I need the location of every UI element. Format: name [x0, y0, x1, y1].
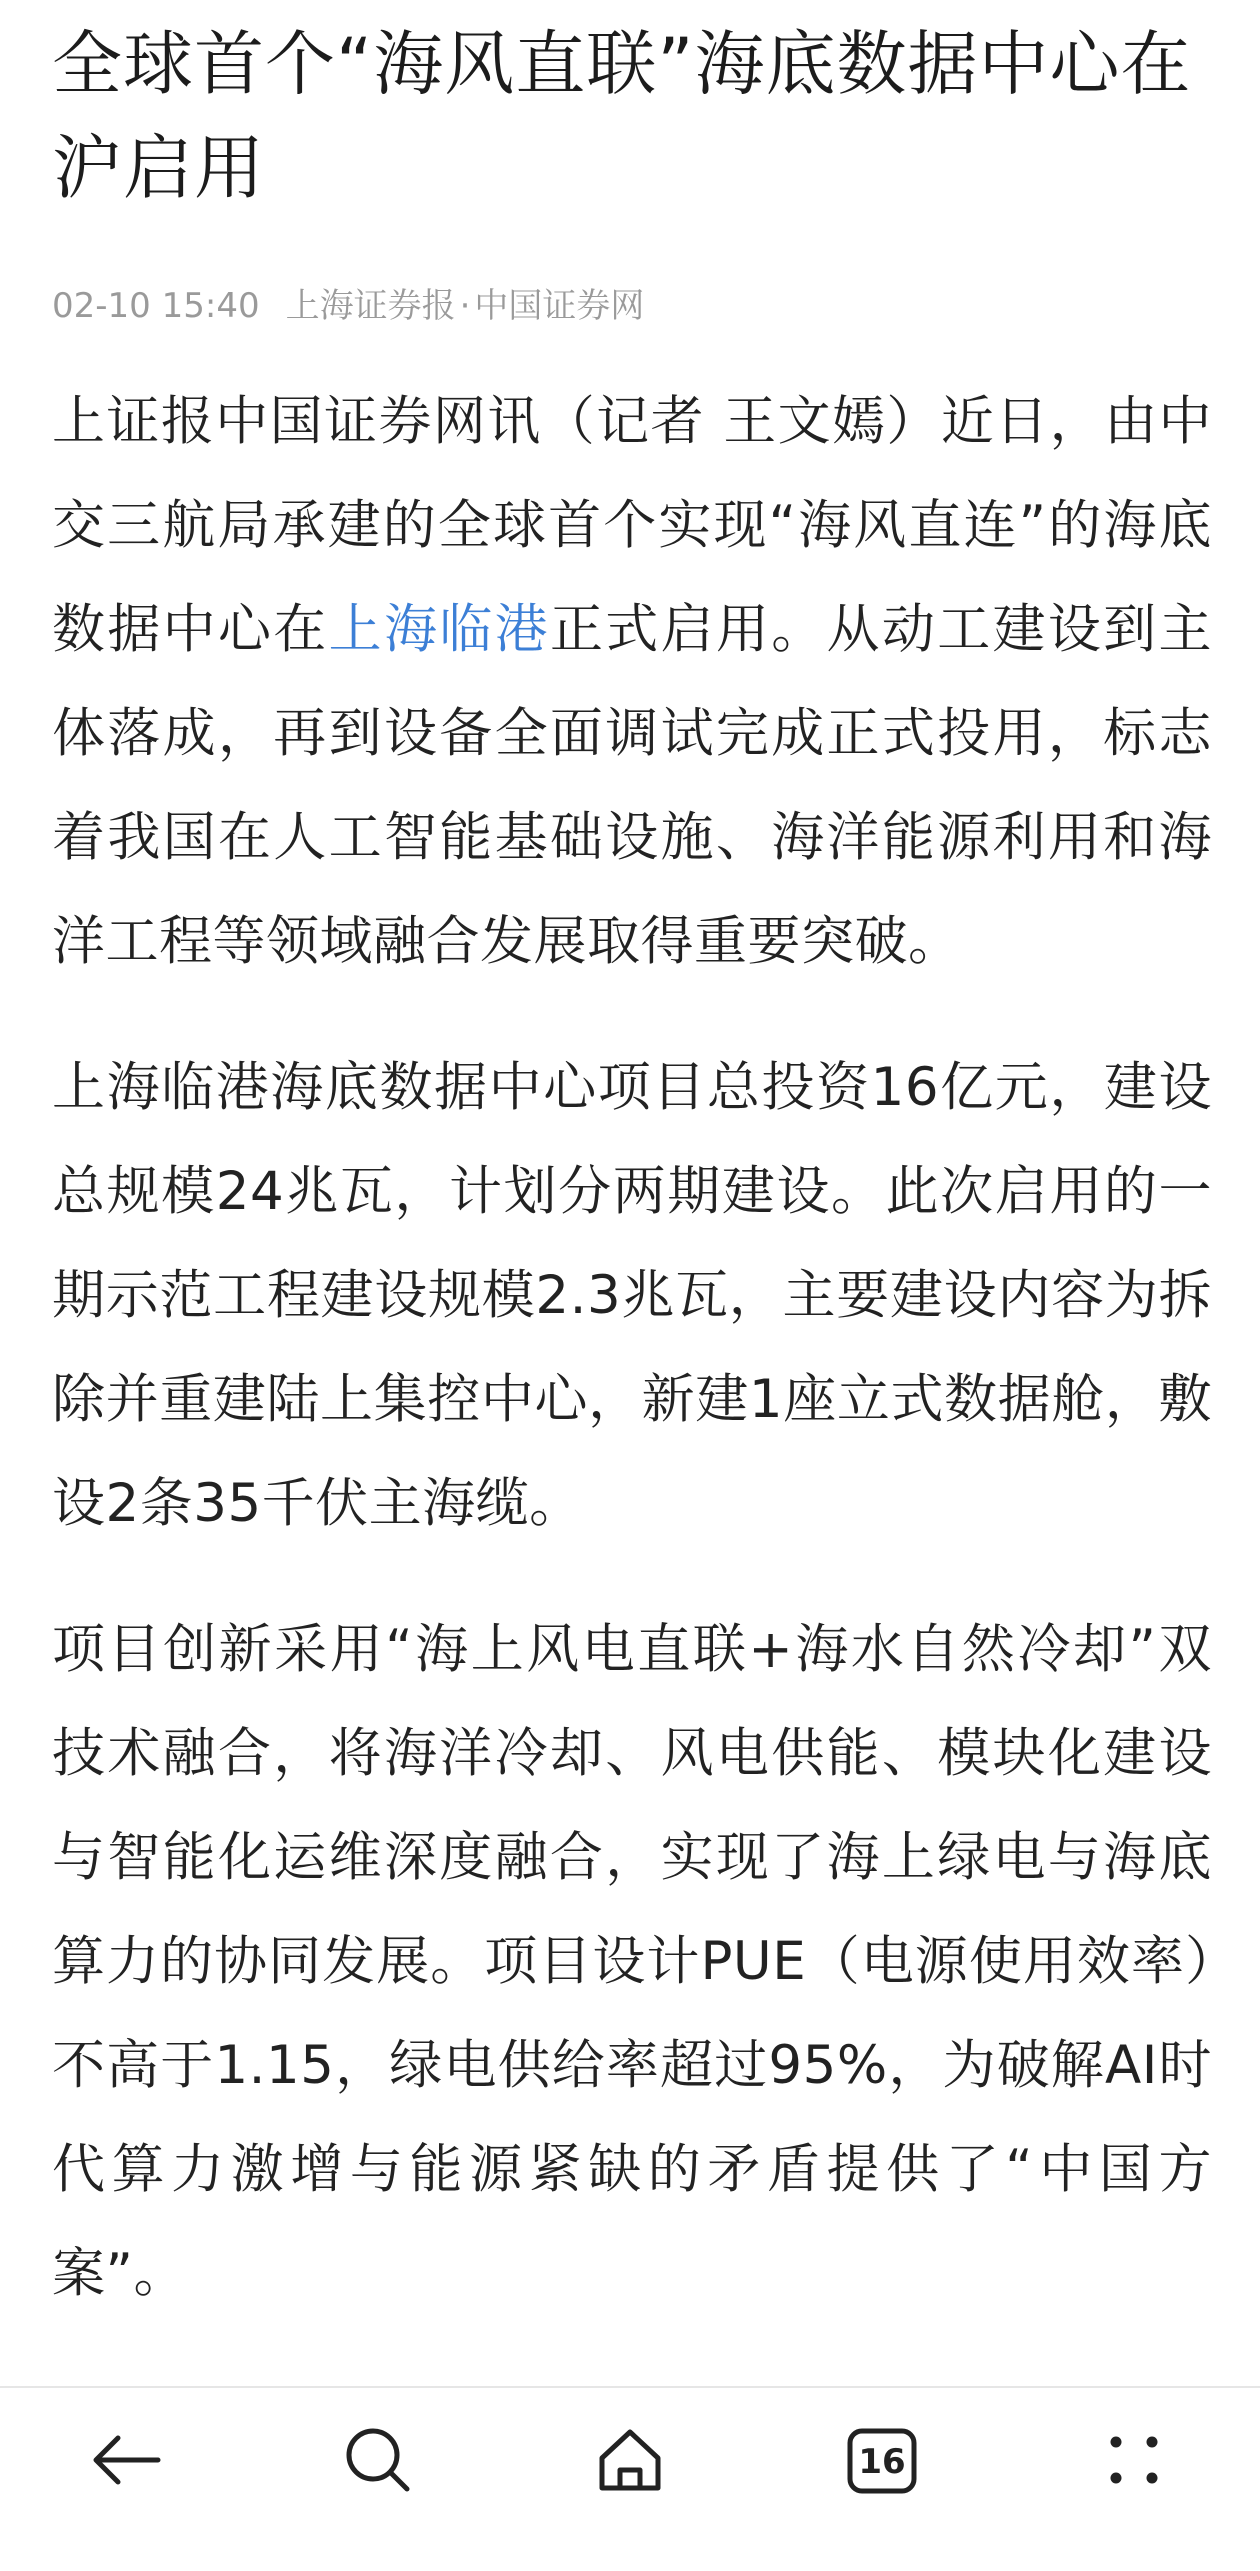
lingang-link[interactable]: 上海临港 — [328, 599, 550, 660]
paragraph-3: 项目创新采用“海上风电直联+海水自然冷却”双技术融合，将海洋冷却、风电供能、模块化建设与智能化运维深度融合，实现了海上绿电与海底算力的协同发展。项目设计PUE（电源使用效率）不高于1.15，绿电供给率超过95%，为破解AI时代算力激增与能源紧缺的矛盾提供了“中国方案”。 — [52, 1619, 1212, 2304]
home-icon — [594, 2424, 666, 2496]
paragraph-2: 上海临港海底数据中心项目总投资16亿元，建设总规模24兆瓦，计划分两期建设。此次启用的一期示范工程建设规模2.3兆瓦，主要建设内容为拆除并重建陆上集控中心，新建1座立式数据舱，敷设2条35千伏主海缆。 — [52, 1057, 1212, 1534]
article — [52, 0, 1212, 2386]
tabs-icon — [845, 2423, 919, 2497]
article-meta — [52, 286, 1212, 326]
back-button[interactable] — [66, 2400, 186, 2520]
bottom-navigation-bar — [0, 2386, 1260, 2571]
search-button[interactable] — [318, 2400, 438, 2520]
article-title: 全球首个“海风直联”海底数据中心在沪启用 — [52, 23, 1192, 209]
publish-date: 02-10 15:40 — [52, 286, 260, 326]
paragraph-1 — [52, 370, 1212, 994]
tabs-button[interactable] — [822, 2400, 942, 2520]
more-dots-icon — [1104, 2430, 1164, 2490]
source-separator: · — [459, 286, 471, 326]
paragraph-1-text-b: 正式启用。从动工建设到主体落成，再到设备全面调试完成正式投用，标志着我国在人工智能基础设施、海洋能源利用和海洋工程等领域融合发展取得重要突破。 — [52, 599, 1212, 972]
search-icon — [343, 2425, 413, 2495]
back-arrow-icon — [88, 2430, 164, 2490]
more-menu-button[interactable] — [1074, 2400, 1194, 2520]
source-name[interactable]: 上海证券报 — [285, 286, 456, 326]
outlet-name[interactable]: 中国证券网 — [474, 286, 645, 326]
home-button[interactable] — [570, 2400, 690, 2520]
tab-count: 16 — [858, 2441, 906, 2482]
paragraph-1-text-a: 上证报中国证券网讯（记者 王文嫣）近日，由中交三航局承建的全球首个实现“海风直连”的海底数据中心在 — [52, 391, 1212, 660]
